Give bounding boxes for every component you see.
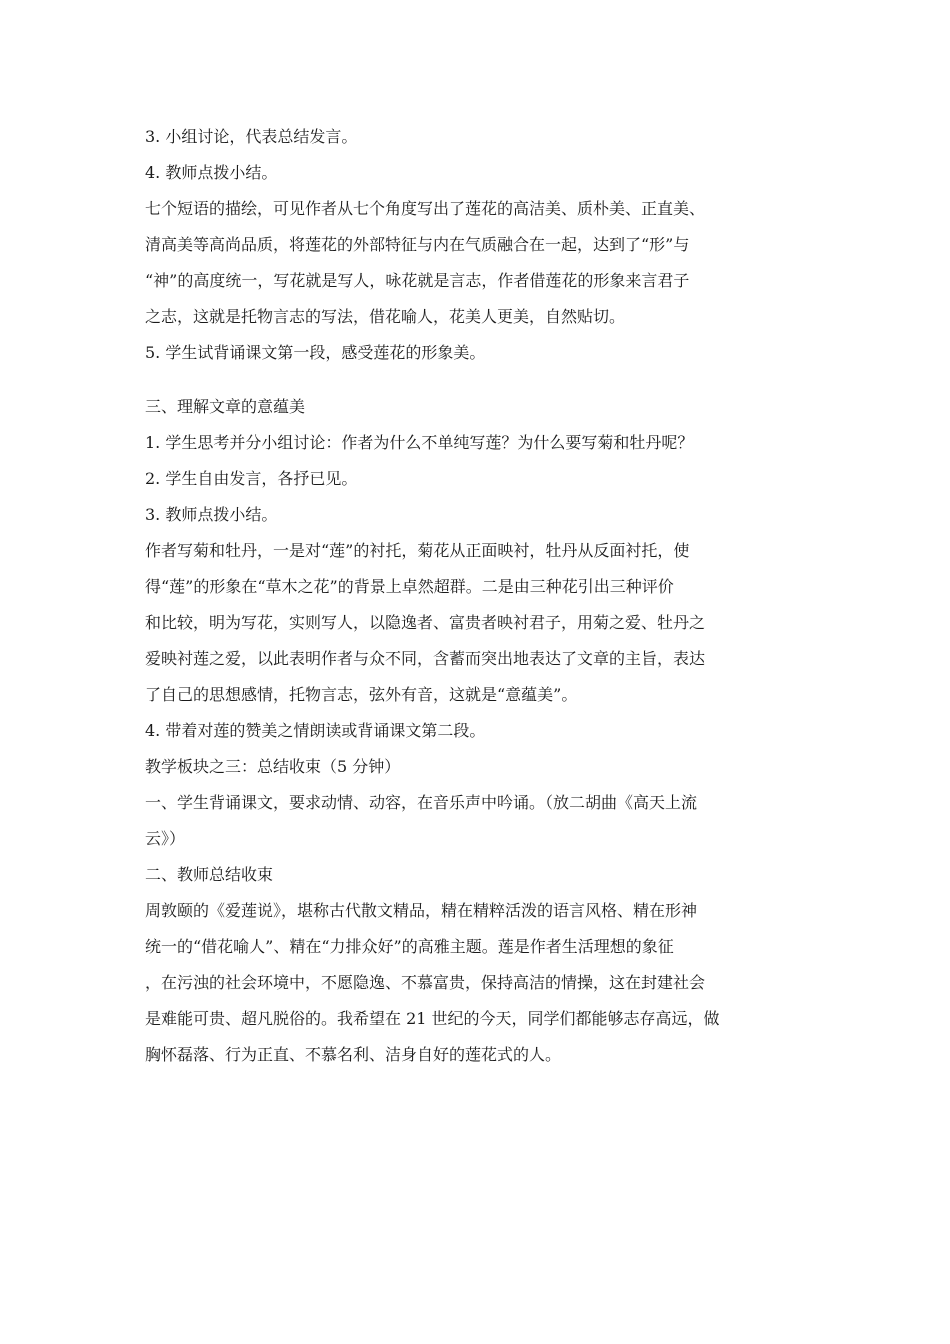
paragraph-line: 胸怀磊落、行为正直、不慕名利、洁身自好的莲花式的人。 — [145, 1045, 562, 1064]
list-item-3: 3. 小组讨论，代表总结发言。 — [145, 127, 358, 146]
list-item-1: 1. 学生思考并分小组讨论：作者为什么不单纯写莲？为什么要写菊和牡丹呢？ — [145, 433, 694, 452]
paragraph-line: 清高美等高尚品质，将莲花的外部特征与内在气质融合在一起，达到了“形”与 — [145, 235, 690, 254]
document-body — [145, 119, 745, 1073]
section-heading: 二、教师总结收束 — [145, 865, 274, 884]
list-item-5: 5. 学生试背诵课文第一段，感受莲花的形象美。 — [145, 343, 486, 362]
paragraph-line: 七个短语的描绘，可见作者从七个角度写出了莲花的高洁美、质朴美、正直美、 — [145, 199, 706, 218]
section-heading: 三、理解文章的意蕴美 — [145, 397, 306, 416]
paragraph-line: 周敦颐的《爱莲说》，堪称古代散文精品，精在精粹活泼的语言风格、精在形神 — [145, 901, 698, 920]
list-item-4: 4. 带着对莲的赞美之情朗读或背诵课文第二段。 — [145, 721, 486, 740]
paragraph-line: ，在污浊的社会环境中，不愿隐逸、不慕富贵，保持高洁的情操，这在封建社会 — [145, 973, 706, 992]
paragraph-line: 爱映衬莲之爱，以此表明作者与众不同，含蓄而突出地表达了文章的主旨，表达 — [145, 649, 706, 668]
paragraph-line: “神”的高度统一，写花就是写人，咏花就是言志，作者借莲花的形象来言君子 — [145, 271, 690, 290]
section-heading: 教学板块之三：总结收束（5 分钟） — [145, 757, 401, 776]
paragraph-line: 得“莲”的形象在“草木之花”的背景上卓然超群。二是由三种花引出三种评价 — [145, 577, 674, 596]
section-gap — [145, 371, 745, 389]
list-item-2: 2. 学生自由发言，各抒已见。 — [145, 469, 358, 488]
paragraph-line: 之志，这就是托物言志的写法，借花喻人，花美人更美，自然贴切。 — [145, 307, 626, 326]
paragraph-line: 一、学生背诵课文，要求动情、动容，在音乐声中吟诵。（放二胡曲《高天上流 — [145, 793, 698, 812]
paragraph-line: 作者写菊和牡丹，一是对“莲”的衬托，菊花从正面映衬，牡丹从反面衬托，使 — [145, 541, 690, 560]
paragraph-line: 统一的“借花喻人”、精在“力排众好”的高雅主题。莲是作者生活理想的象征 — [145, 937, 674, 956]
paragraph-line: 了自己的思想感情，托物言志，弦外有音，这就是“意蕴美”。 — [145, 685, 578, 704]
paragraph-line: 是难能可贵、超凡脱俗的。我希望在 21 世纪的今天，同学们都能够志存高远，做 — [145, 1009, 720, 1028]
list-item-4: 4. 教师点拨小结。 — [145, 163, 278, 182]
paragraph-line: 和比较，明为写花，实则写人，以隐逸者、富贵者映衬君子，用菊之爱、牡丹之 — [145, 613, 706, 632]
paragraph-line: 云》） — [145, 829, 186, 848]
list-item-3: 3. 教师点拨小结。 — [145, 505, 278, 524]
